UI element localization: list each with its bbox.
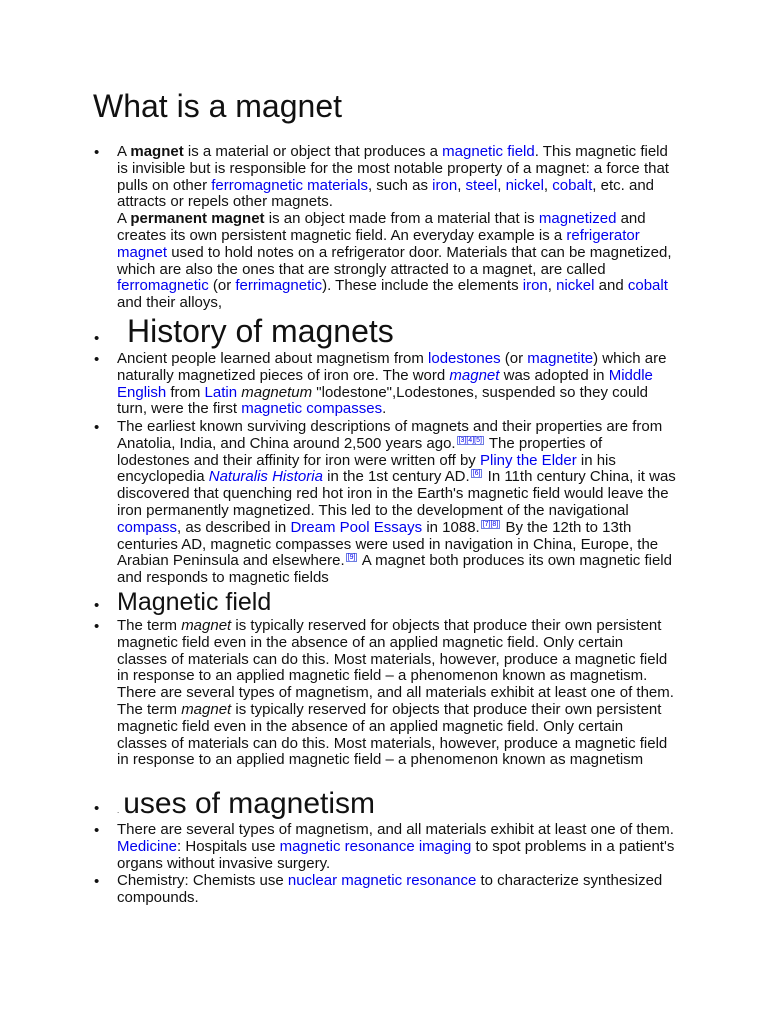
text: to characterize synthesized compounds. xyxy=(117,872,663,906)
bold-term: permanent magnet xyxy=(130,210,265,228)
link-ferrimagnetic[interactable]: ferrimagnetic xyxy=(235,277,323,295)
text: and their alloys, xyxy=(117,294,223,312)
text: "lodestone",Lodestones, suspended so they could turn, were the first xyxy=(117,383,649,418)
link-nickel[interactable]: nickel xyxy=(505,176,544,194)
link-pliny-the-elder[interactable]: Pliny the Elder xyxy=(479,451,577,469)
link-steel[interactable]: steel xyxy=(465,176,498,194)
text: used to hold notes on a refrigerator door. Materials that can be magnetized, which are also the ones that are strongly attracted to a magnet, are called xyxy=(117,243,672,278)
uses-paragraph-1 xyxy=(117,822,677,872)
text: from xyxy=(166,383,205,401)
text: (or xyxy=(208,277,236,295)
text: The term xyxy=(117,617,182,634)
link-refrigerator-magnet[interactable]: refrigerator magnet xyxy=(117,226,640,261)
link-magnetic-field[interactable]: magnetic field xyxy=(442,143,535,160)
link-nickel[interactable]: nickel xyxy=(556,277,595,295)
link-compass[interactable]: compass xyxy=(117,518,178,536)
link-latin[interactable]: Latin xyxy=(204,383,238,401)
text: A xyxy=(117,210,131,228)
bullet: • xyxy=(94,822,100,839)
text: , xyxy=(547,277,557,295)
text: is typically reserved for objects that produce their own persistent magnetic field even in the absence of an applied magnetic field. Only certain classes of materials can do this. Most materials, however, produce a magnetic field in response to an applied magnetic field – a phenomenon known as magnetism xyxy=(117,700,668,769)
link-magnet[interactable]: magnet xyxy=(449,366,500,384)
text: ). These include the elements xyxy=(322,277,523,295)
italic-term: magnetum xyxy=(241,383,313,401)
bullet: • xyxy=(94,597,100,614)
text: . This magnetic field is invisible but is responsible for the most notable property of a magnet: a force that pulls on other xyxy=(117,143,669,194)
text: in the 1st century AD. xyxy=(322,468,470,486)
text: : Hospitals use xyxy=(177,837,280,855)
link-naturalis-historia[interactable]: Naturalis Historia xyxy=(208,468,323,486)
section-heading-magnetic-field: Magnetic field xyxy=(117,588,272,616)
link-iron[interactable]: iron xyxy=(522,277,548,295)
uses-paragraph-2 xyxy=(117,873,677,907)
link-medicine[interactable]: Medicine xyxy=(117,837,178,855)
text: , etc. and attracts or repels other magnets. xyxy=(117,176,655,211)
field-paragraph xyxy=(117,618,677,769)
link-iron[interactable]: iron xyxy=(432,176,458,194)
text: Ancient people learned about magnetism from xyxy=(117,350,429,367)
reference-marker[interactable]: [3][4][5] xyxy=(458,436,482,444)
link-dream-pool-essays[interactable]: Dream Pool Essays xyxy=(290,518,423,536)
bullet: • xyxy=(94,330,100,347)
bold-term: magnet xyxy=(130,143,184,160)
bullet: • xyxy=(94,618,100,635)
page-title: What is a magnet xyxy=(93,88,342,124)
text: to spot problems in a patient's organs without invasive surgery. xyxy=(117,837,675,872)
text: is typically reserved for objects that produce their own persistent magnetic field even in the absence of an applied magnetic field. Only certain classes of materials can do this. Most materials, however, produce a magnetic field in response to an applied magnetic field – a phenomenon known as magnetism. There are several types of magnetism, and all materials exhibit at least one of them. The term xyxy=(117,617,674,718)
text: , as described in xyxy=(177,518,291,536)
text: and xyxy=(594,277,628,295)
link-magnetic-compasses[interactable]: magnetic compasses xyxy=(241,400,383,418)
text: in 1088. xyxy=(422,518,480,536)
intro-paragraph xyxy=(117,144,677,312)
bullet: • xyxy=(94,144,100,161)
reference-marker[interactable]: [7][8] xyxy=(482,520,499,528)
text: is an object made from a material that is xyxy=(264,210,539,228)
text: , xyxy=(543,176,553,194)
reference-marker[interactable]: [6] xyxy=(472,470,481,478)
text: is a material or object that produces a xyxy=(183,143,443,160)
text: ) which are naturally magnetized pieces of iron ore. The word xyxy=(117,350,667,384)
text: in his encyclopedia xyxy=(117,451,616,486)
text: and creates its own persistent magnetic field. An everyday example is a xyxy=(117,210,646,244)
link-cobalt[interactable]: cobalt xyxy=(552,176,593,194)
text: , xyxy=(457,176,466,194)
stray-dot: . xyxy=(117,806,120,815)
link-magnetic-resonance-imaging[interactable]: magnetic resonance imaging xyxy=(279,837,472,855)
text: was adopted in xyxy=(499,366,609,384)
bullet: • xyxy=(94,873,100,890)
section-heading-history: History of magnets xyxy=(127,313,394,349)
text: The properties of lodestones and their affinity for iron were written off by xyxy=(117,434,603,469)
link-ferromagnetic[interactable]: ferromagnetic xyxy=(117,277,209,295)
link-magnetite[interactable]: magnetite xyxy=(527,350,594,367)
bullet: • xyxy=(94,419,100,436)
text: A magnet both produces its own magnetic field and responds to magnetic fields xyxy=(117,552,672,587)
bullet: • xyxy=(94,800,100,817)
history-paragraph-2 xyxy=(117,419,677,587)
text: The earliest known surviving descriptions of magnets and their properties are from Anatolia, India, and China around 2,500 years ago. xyxy=(117,418,663,452)
reference-marker[interactable]: [9] xyxy=(347,554,356,562)
history-paragraph-1 xyxy=(117,351,677,418)
text: A xyxy=(117,143,131,160)
link-magnetized[interactable]: magnetized xyxy=(538,210,617,228)
text: In 11th century China, it was discovered that quenching red hot iron in the Earth's magnetic field would leave the iron permanently magnetized. This led to the development of the navigational xyxy=(117,468,676,519)
link-ferromagnetic-materials[interactable]: ferromagnetic materials xyxy=(211,176,368,194)
link-middle-english[interactable]: Middle English xyxy=(117,366,653,401)
link-cobalt[interactable]: cobalt xyxy=(627,277,668,295)
link-nuclear-magnetic-resonance[interactable]: nuclear magnetic resonance xyxy=(287,872,477,889)
text: There are several types of magnetism, and all materials exhibit at least one of them. xyxy=(117,821,674,838)
text: (or xyxy=(500,350,528,367)
text: . xyxy=(382,400,387,418)
link-lodestones[interactable]: lodestones xyxy=(428,350,501,367)
text: , xyxy=(497,176,506,194)
italic-term: magnet xyxy=(181,617,232,634)
text: Chemistry: Chemists use xyxy=(117,872,288,889)
text: , such as xyxy=(367,176,433,194)
heading-text: uses of magnetism xyxy=(123,787,376,820)
bullet: • xyxy=(94,351,100,368)
italic-term: magnet xyxy=(181,700,232,718)
text: By the 12th to 13th centuries AD, magnetic compasses were used in navigation in China, Europe, the Arabian Peninsula and elsewhere. xyxy=(117,518,659,570)
